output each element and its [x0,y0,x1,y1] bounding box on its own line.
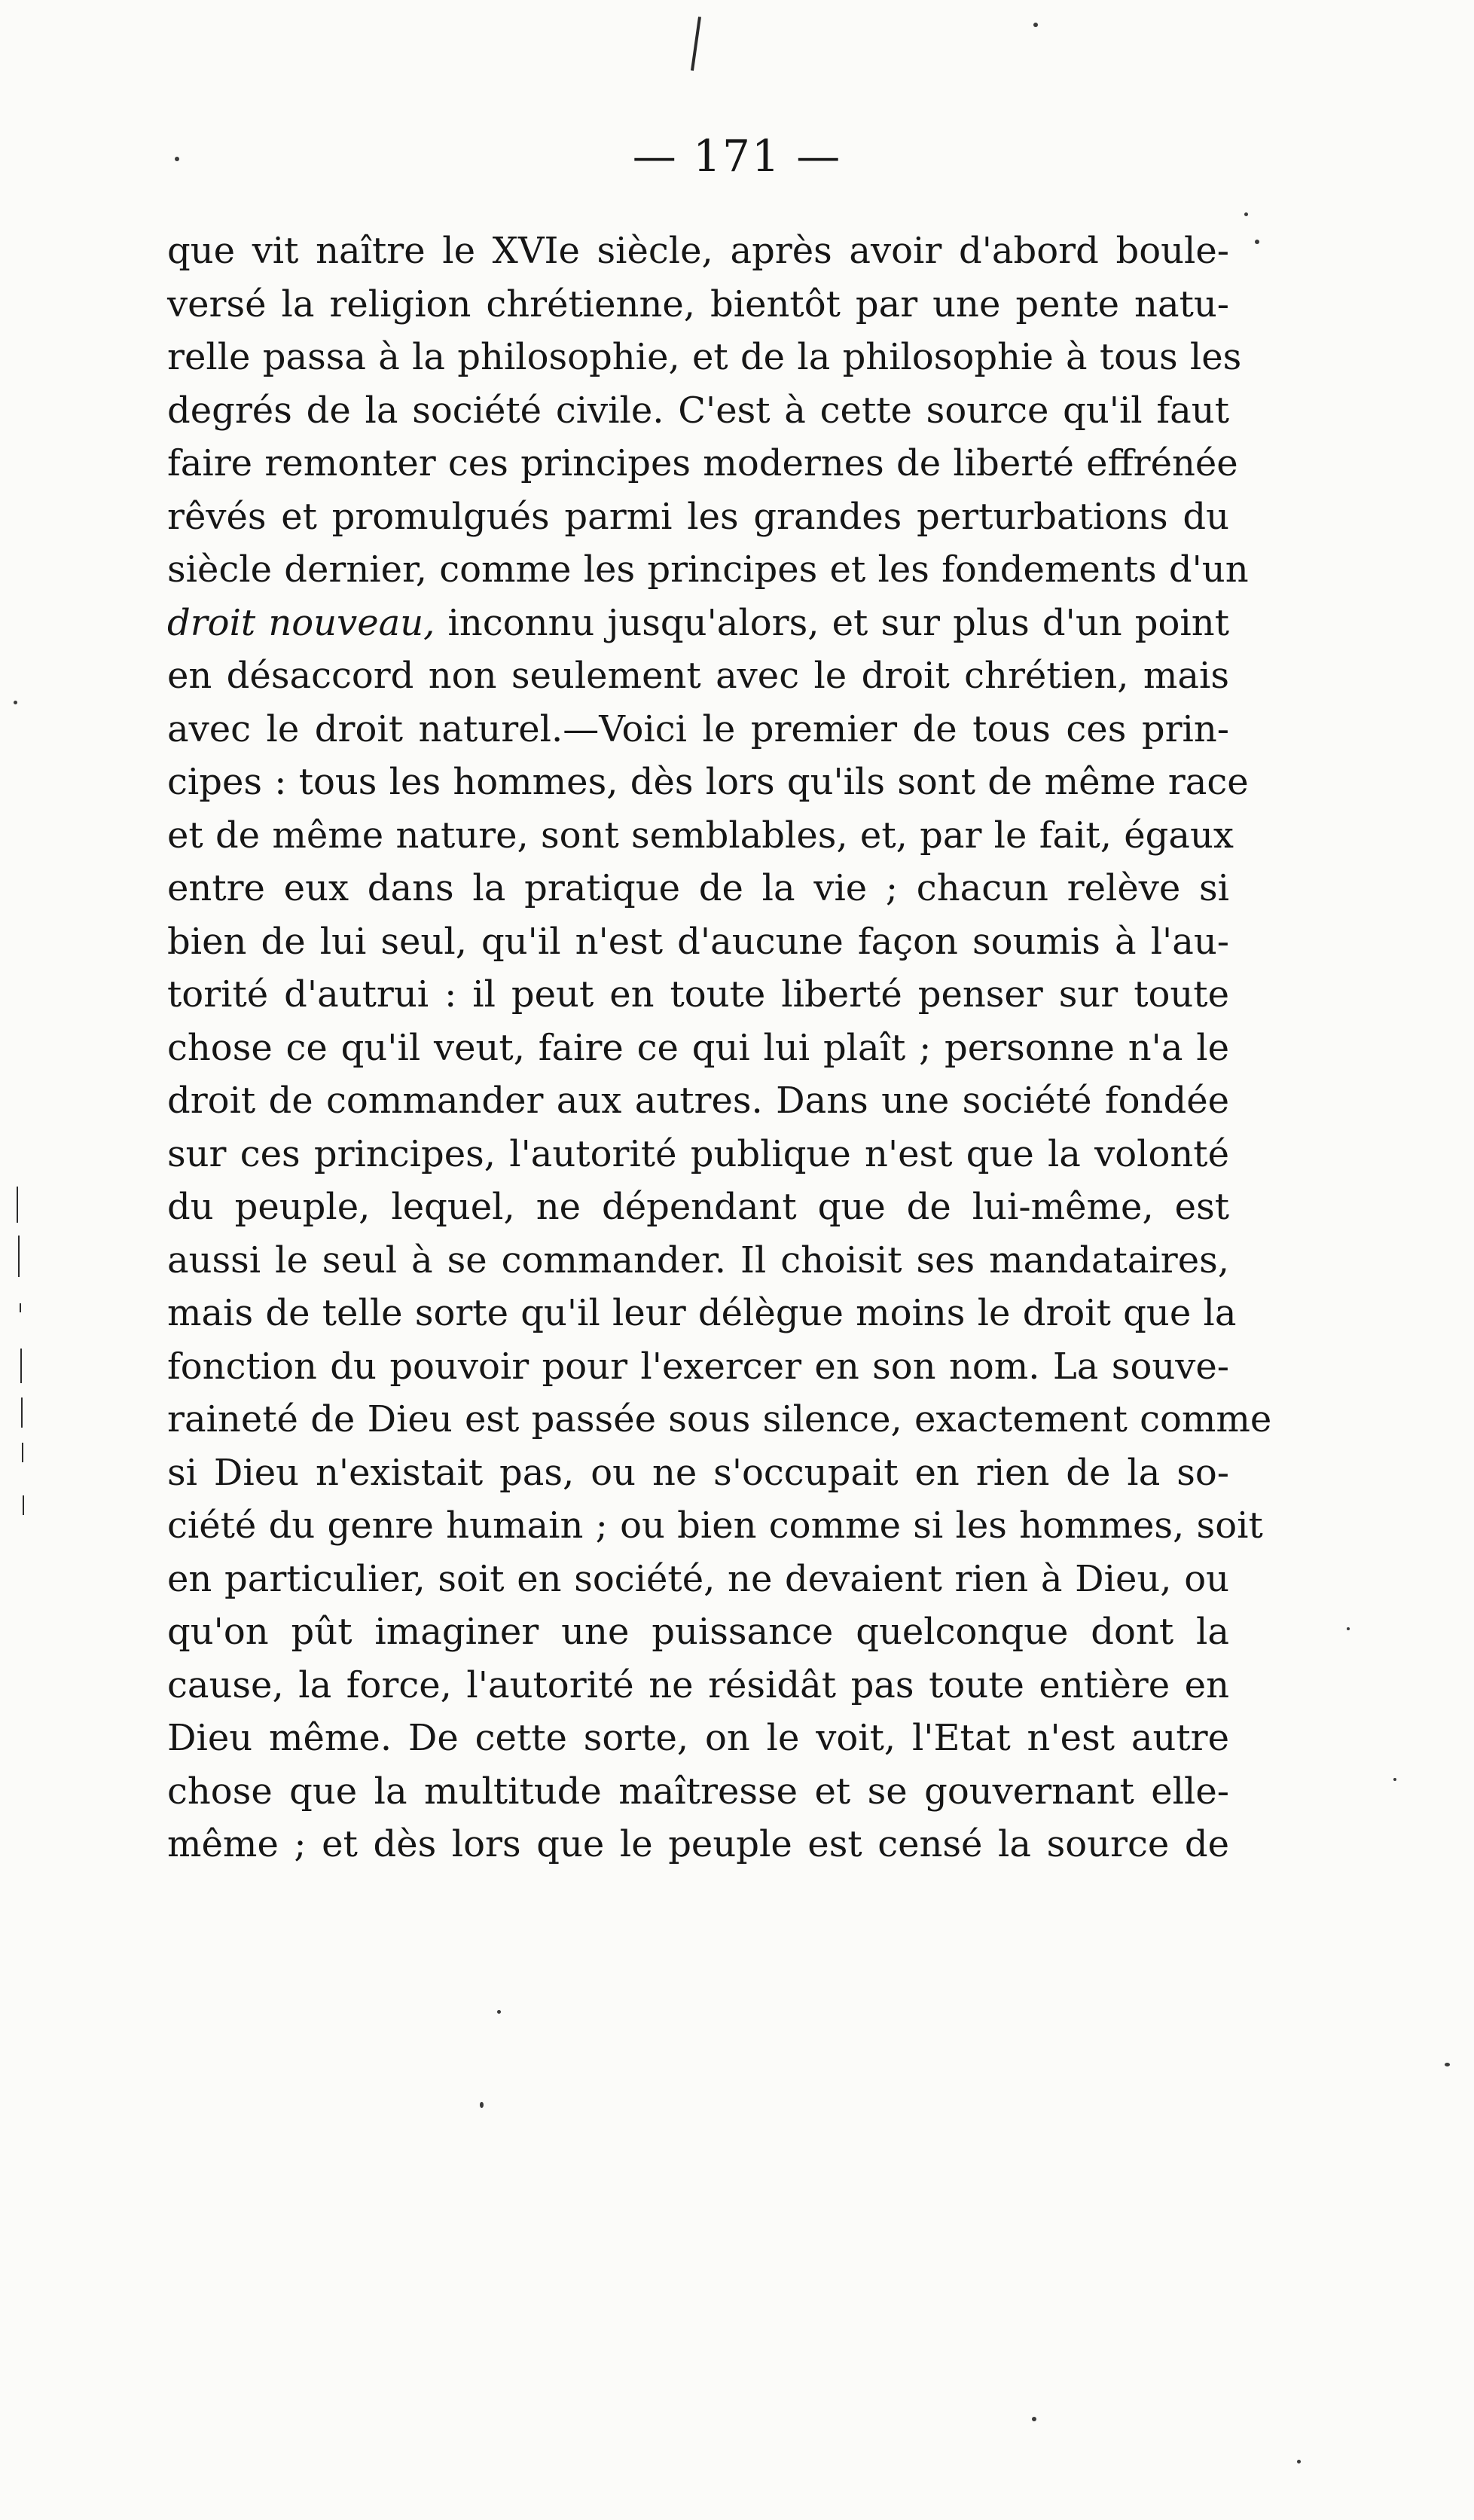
text-line: sur ces principes, l'autorité publique n'est que la volonté [167,1132,1229,1175]
text-line: ciété du genre humain ; ou bien comme si les hommes, soit [167,1504,1263,1547]
text-line [167,597,1229,650]
body-text [167,225,1272,1871]
text-line: aussi le seul à se commander. Il choisit ses mandataires, [167,1239,1229,1281]
text-line: en désaccord non seulement avec le droit chrétien, mais [167,655,1229,697]
scan-speck [1297,2460,1301,2463]
text-line: bien de lui seul, qu'il n'est d'aucune façon soumis à l'au- [167,920,1229,963]
text-line: raineté de Dieu est passée sous silence, exactement comme [167,1398,1272,1440]
scan-speck [1255,240,1259,244]
scan-speck [1393,1778,1396,1781]
margin-mark [20,1349,22,1383]
text-line: relle passa à la philosophie, et de la philosophie à tous les [167,336,1242,378]
text-line: faire remonter ces principes modernes de liberté effrénée [167,442,1238,484]
text-line: si Dieu n'existait pas, ou ne s'occupait en rien de la so- [167,1451,1229,1494]
scan-speck [1445,2063,1450,2066]
text-line: et de même nature, sont semblables, et, par le fait, égaux [167,814,1234,857]
margin-mark [18,1236,20,1277]
text-line: du peuple, lequel, ne dépendant que de lui-même, est [167,1186,1229,1228]
text-line: siècle dernier, comme les principes et les fondements d'un [167,548,1249,591]
scan-speck [175,157,179,161]
text-line: mais de telle sorte qu'il leur délègue moins le droit que la [167,1292,1237,1334]
margin-mark [21,1397,23,1428]
text-line: Dieu même. De cette sorte, on le voit, l'Etat n'est autre [167,1717,1229,1759]
text-line: versé la religion chrétienne, bientôt par une pente natu- [167,283,1229,325]
text-line: qu'on pût imaginer une puissance quelconque dont la [167,1611,1229,1653]
page-number: — 171 — [632,130,842,182]
text-line: avec le droit naturel.—Voici le premier de tous ces prin- [167,707,1229,750]
text-line: rêvés et promulgués parmi les grandes perturbations du [167,495,1229,538]
scan-speck [480,2102,484,2108]
text-line: torité d'autrui : il peut en toute liberté penser sur toute [167,973,1229,1016]
text-run: inconnu jusqu'alors, et sur plus d'un point [435,601,1229,644]
italic-phrase: droit nouveau, [167,601,435,644]
scan-speck [1347,1627,1350,1630]
margin-mark [22,1443,23,1462]
scan-speck [497,2010,501,2014]
scan-speck [14,701,17,704]
scan-speck [1032,2417,1036,2421]
margin-mark [17,1187,18,1223]
text-line: cipes : tous les hommes, dès lors qu'ils sont de même race [167,761,1249,803]
text-line: même ; et dès lors que le peuple est censé la source de [167,1823,1229,1865]
text-line: que vit naître le XVIe siècle, après avoir d'abord boule- [167,230,1229,272]
text-line: entre eux dans la pratique de la vie ; chacun relève si [167,867,1229,909]
text-line: chose que la multitude maîtresse et se gouvernant elle- [167,1770,1229,1813]
scan-speck [1244,212,1248,216]
text-line: droit de commander aux autres. Dans une société fondée [167,1080,1229,1122]
margin-mark [23,1495,24,1515]
text-line: degrés de la société civile. C'est à cette source qu'il faut [167,389,1229,432]
text-line: fonction du pouvoir pour l'exercer en son nom. La souve- [167,1345,1229,1388]
text-line: chose ce qu'il veut, faire ce qui lui plaît ; personne n'a le [167,1026,1229,1069]
text-line: en particulier, soit en société, ne devaient rien à Dieu, ou [167,1557,1229,1600]
margin-mark [20,1303,21,1312]
top-scan-mark [691,17,701,71]
scan-speck [1033,23,1038,27]
text-line: cause, la force, l'autorité ne résidât pas toute entière en [167,1663,1229,1706]
